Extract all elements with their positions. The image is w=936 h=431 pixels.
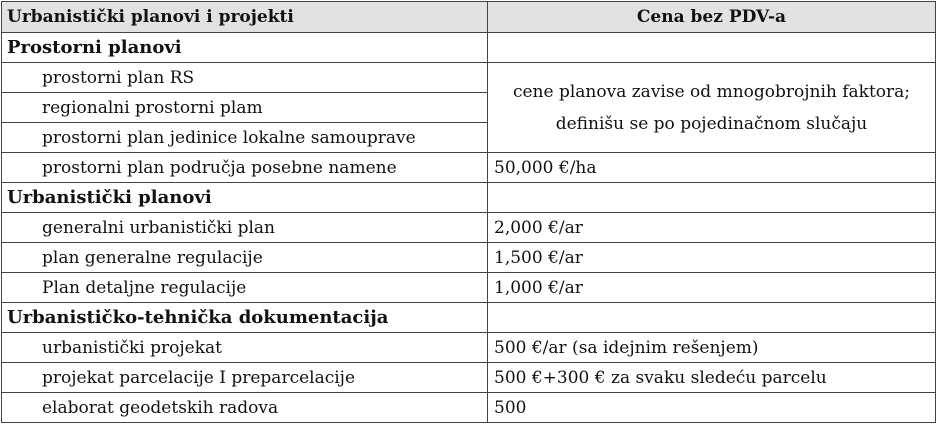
- section-price-cell: [488, 183, 936, 213]
- price-note-line: definišu se po pojedinačnom slučaju: [555, 113, 868, 134]
- item-price: 500 €+300 € za svaku sledeću parcelu: [488, 363, 936, 393]
- section-price-cell: [488, 303, 936, 333]
- item-name: plan generalne regulacije: [2, 243, 488, 273]
- pricing-table: [1, 1, 936, 423]
- section-title: Prostorni planovi: [2, 33, 488, 63]
- price-note-line: cene planova zavise od mnogobrojnih faktora;: [512, 81, 911, 102]
- table-row: [2, 363, 936, 393]
- section-row: [2, 183, 936, 213]
- item-name: regionalni prostorni plam: [2, 93, 488, 123]
- table-row: [2, 393, 936, 423]
- merged-price-note: [488, 63, 936, 153]
- item-price: 50,000 €/ha: [488, 153, 936, 183]
- item-name: projekat parcelacije I preparcelacije: [2, 363, 488, 393]
- item-price: 1,500 €/ar: [488, 243, 936, 273]
- item-name: Plan detaljne regulacije: [2, 273, 488, 303]
- section-title: Urbanističko-tehnička dokumentacija: [2, 303, 488, 333]
- table-header-row: [2, 2, 936, 33]
- section-title: Urbanistički planovi: [2, 183, 488, 213]
- item-price: 1,000 €/ar: [488, 273, 936, 303]
- item-price: 2,000 €/ar: [488, 213, 936, 243]
- table-row: [2, 243, 936, 273]
- section-row: [2, 303, 936, 333]
- item-price: 500: [488, 393, 936, 423]
- section-row: [2, 33, 936, 63]
- item-name: prostorni plan područja posebne namene: [2, 153, 488, 183]
- table-row: [2, 213, 936, 243]
- item-name: generalni urbanistički plan: [2, 213, 488, 243]
- item-name: prostorni plan RS: [2, 63, 488, 93]
- table-row: [2, 153, 936, 183]
- item-price: 500 €/ar (sa idejnim rešenjem): [488, 333, 936, 363]
- item-name: prostorni plan jedinice lokalne samouprave: [2, 123, 488, 153]
- table-row: [2, 333, 936, 363]
- header-price-without-vat: Cena bez PDV-a: [488, 2, 936, 33]
- table-row: [2, 63, 936, 93]
- table-row: [2, 273, 936, 303]
- header-plans-projects: Urbanistički planovi i projekti: [2, 2, 488, 33]
- item-name: elaborat geodetskih radova: [2, 393, 488, 423]
- item-name: urbanistički projekat: [2, 333, 488, 363]
- section-price-cell: [488, 33, 936, 63]
